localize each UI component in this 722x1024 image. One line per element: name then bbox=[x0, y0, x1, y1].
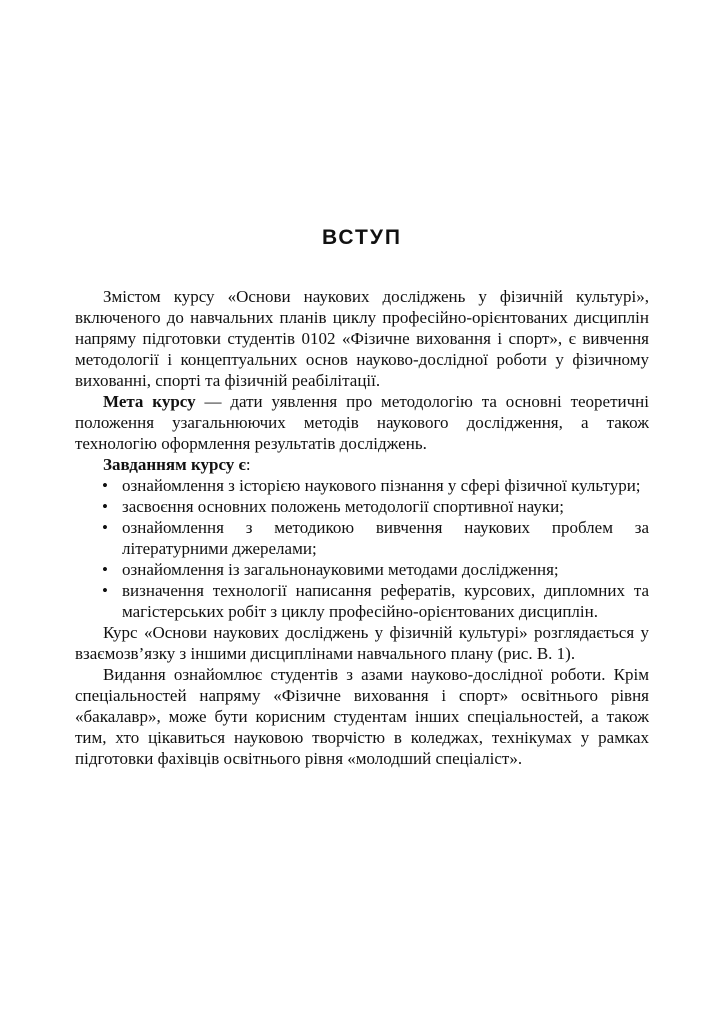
bullet-marker-icon: • bbox=[102, 497, 108, 516]
paragraph-intro bbox=[75, 286, 649, 391]
bullet-marker-icon: • bbox=[102, 476, 108, 495]
bullet-text: ознайомлення із загальнонауковими методами дослідження; bbox=[122, 560, 559, 579]
paragraph-goal-text: — дати уявлення про методологію та основні теоретичні положення узагальнюючих методів наукового дослідження, а також технологію оформлення результатів досліджень. bbox=[75, 392, 649, 453]
bullet-text: ознайомлення з історією наукового пізнання у сфері фізичної культури; bbox=[122, 476, 641, 495]
bullet-item bbox=[75, 517, 649, 559]
bullet-item bbox=[75, 475, 649, 496]
bullet-item bbox=[75, 580, 649, 622]
page-title: ВСТУП bbox=[322, 226, 402, 249]
tasks-bullet-list bbox=[75, 475, 649, 622]
paragraph-goal bbox=[75, 391, 649, 454]
text-block bbox=[75, 226, 649, 769]
bullet-marker-icon: • bbox=[102, 581, 108, 600]
paragraph-intro-text: Змістом курсу «Основи наукових досліджень у фізичній культурі», включеного до навчальних планів циклу професійно-орієнтованих дисциплін напряму підготовки студентів 0102 «Фізичне виховання і спорт», є вивчення методології і концептуальних основ науково-дослідної роботи у фізичному вихованні, спорті та фізичній реабілітації. bbox=[75, 287, 649, 390]
paragraph-tasks-colon: : bbox=[245, 455, 251, 474]
paragraph-course-relation-text: Курс «Основи наукових досліджень у фізичній культурі» розглядається у взаємозв’язку з іншими дисциплінами навчального плану (рис. В. 1). bbox=[75, 623, 649, 663]
bullet-marker-icon: • bbox=[102, 518, 108, 537]
bullet-text: ознайомлення з методикою вивчення наукових проблем за літературними джерелами; bbox=[122, 518, 649, 558]
bullet-item bbox=[75, 496, 649, 517]
bullet-marker-icon: • bbox=[102, 560, 108, 579]
bullet-text: засвоєння основних положень методології спортивної науки; bbox=[122, 497, 564, 516]
bullet-item bbox=[75, 559, 649, 580]
paragraph-tasks-heading bbox=[75, 454, 649, 475]
paragraph-audience-text: Видання ознайомлює студентів з азами науково-дослідної роботи. Крім спеціальностей напряму «Фізичне виховання і спорт» освітнього рівня «бакалавр», може бути корисним студентам інших спеціальностей, а також тим, хто цікавиться науковою творчістю в коледжах, технікумах у рамках підготовки фахівців освітнього рівня «молодший спеціаліст». bbox=[75, 665, 649, 768]
paragraph-goal-lead: Мета курсу bbox=[103, 392, 196, 411]
bullet-text: визначення технології написання рефератів, курсових, дипломних та магістерських робіт з циклу професійно-орієнтованих дисциплін. bbox=[122, 581, 649, 621]
paragraph-tasks-lead: Завданням курсу є bbox=[103, 455, 246, 474]
paragraph-course-relation bbox=[75, 622, 649, 664]
paragraph-audience bbox=[75, 664, 649, 769]
